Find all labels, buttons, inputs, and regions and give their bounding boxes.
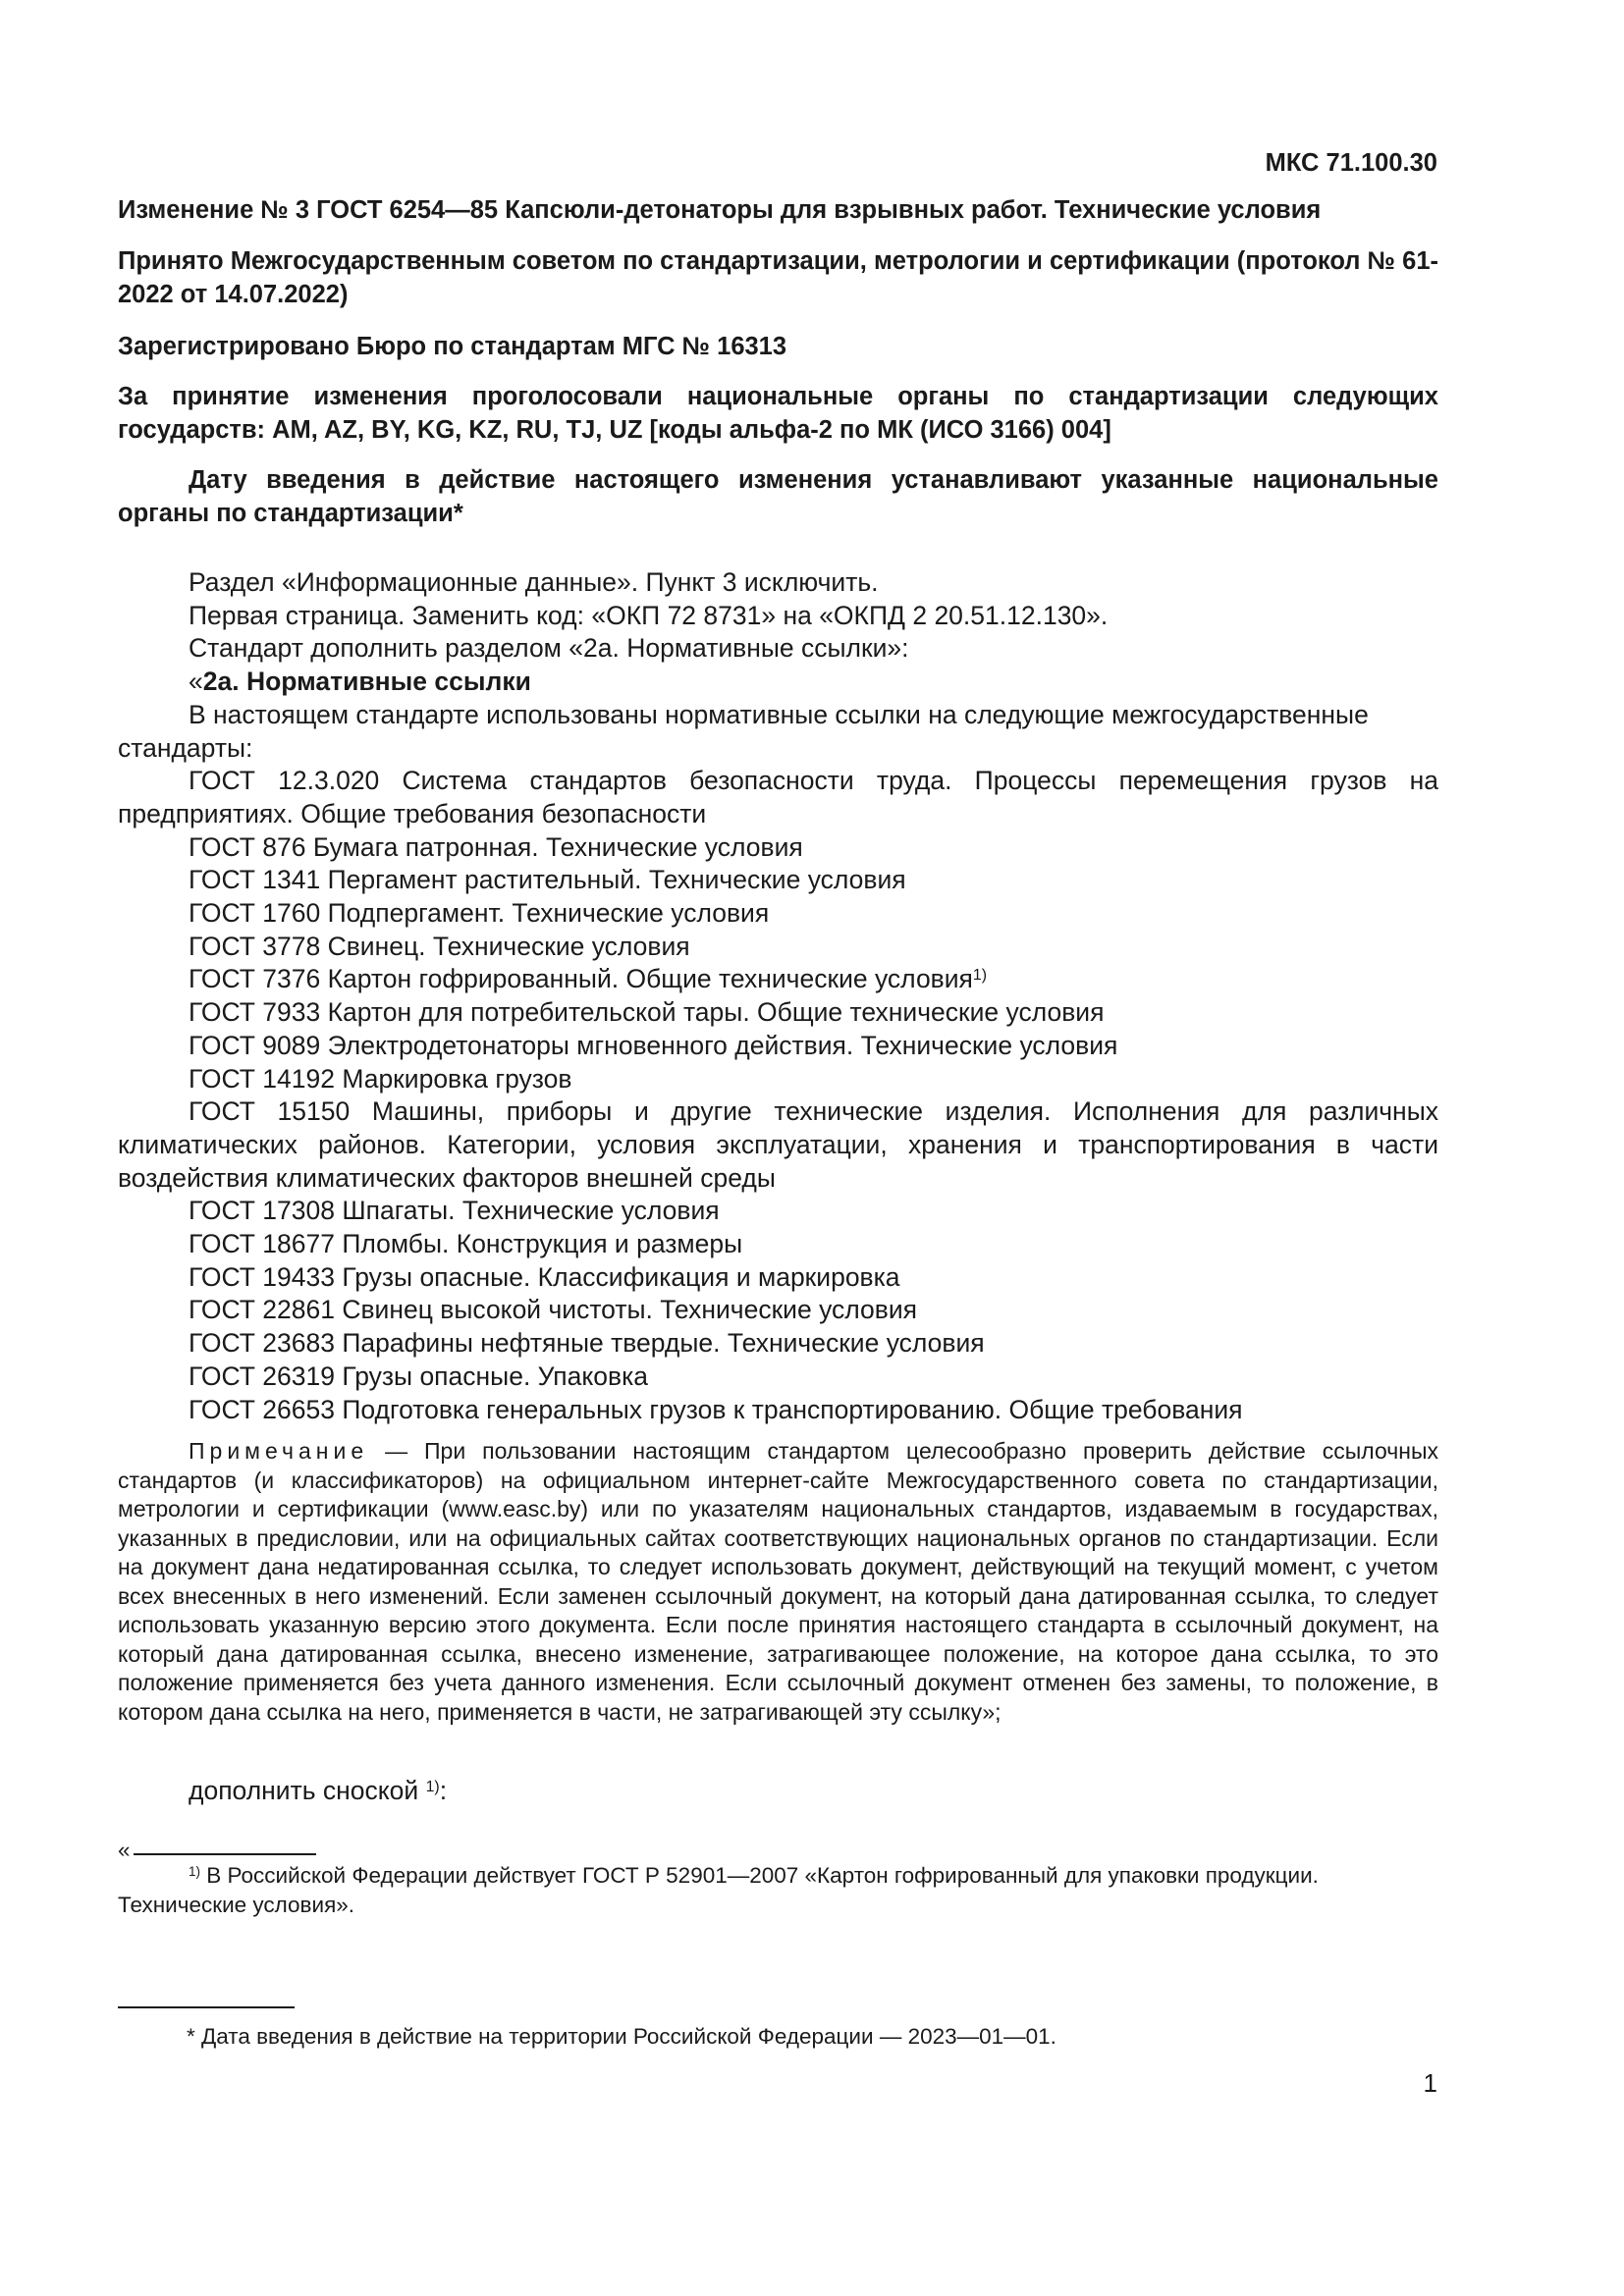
ref-item: ГОСТ 17308 Шпагаты. Технические условия: [189, 1196, 720, 1226]
ref-item: ГОСТ 18677 Пломбы. Конструкция и размеры: [189, 1229, 743, 1259]
ref-item: ГОСТ 7933 Картон для потребительской тары. Общие технические условия: [189, 997, 1105, 1028]
ref-item: ГОСТ 19433 Грузы опасные. Классификация и маркировка: [189, 1261, 900, 1292]
add-footnote-colon: :: [439, 1776, 448, 1805]
footnote-open-quote: «: [118, 1838, 131, 1862]
ref-item: ГОСТ 23683 Парафины нефтяные твердые. Технические условия: [189, 1328, 985, 1359]
ref-item: ГОСТ 1760 Подпергамент. Технические условия: [189, 898, 770, 929]
ref-item: ГОСТ 26319 Грузы опасные. Упаковка: [189, 1361, 649, 1391]
ref-item: ГОСТ 26653 Подготовка генеральных грузов к транспортированию. Общие требования: [189, 1394, 1243, 1424]
adopted-statement: Принято Межгосударственным советом по стандартизации, метрологии и сертификации (протокол № 61-2022 от 14.07.2022): [118, 247, 1438, 308]
mks-code: МКС 71.100.30: [1265, 149, 1437, 177]
footnote-sup: 1): [189, 1864, 201, 1879]
ref-item: ГОСТ 15150 Машины, приборы и другие технические изделия. Исполнения для различных климатических районов. Категории, условия эксплуатации, хранения и транспортирования в части воздействия климатических факторов внешней среды: [118, 1096, 1438, 1193]
refs-intro: В настоящем стандарте использованы нормативные ссылки на следующие межгосударственные стандарты:: [118, 699, 1369, 763]
body-line-info-data: Раздел «Информационные данные». Пункт 3 исключить.: [189, 567, 879, 597]
date-intro-statement: Дату введения в действие настоящего изменения устанавливают указанные национальные органы по стандартизации*: [118, 466, 1438, 527]
add-footnote-text: дополнить сноской: [189, 1776, 426, 1805]
amendment-title: Изменение № 3 ГОСТ 6254—85 Капсюли-детонаторы для взрывных работ. Технические условия: [118, 196, 1322, 224]
reference-note: [118, 1437, 1438, 1727]
note-text: — При пользовании настоящим стандартом целесообразно проверить действие ссылочных стандартов (и классификаторов) на официальном интернет-сайте Межгосударственного совета по стандартизации, метрологии и сертификации (www.easc.by) или по указателям национальных стандартов, издаваемым в государствах, указанных в предисловии, или на официальных сайтах соответствующих национальных органов по стандартизации. Если на документ дана недатированная ссылка, то следует использовать документ, действующий на текущий момент, с учетом всех внесенных в него изменений. Если заменен ссылочный документ, на который дана датированная ссылка, то следует использовать указанную версию этого документа. Если после принятия настоящего стандарта в ссылочный документ, на который дана датированная ссылка, внесено изменение, затрагивающее положение, на которое дана ссылка, то это положение применяется без учета данного изменения. Если ссылочный документ отменен без замены, то положение, в котором дана ссылка на него, применяется в части, не затрагивающей эту ссылку»;: [118, 1438, 1438, 1725]
ref-item-text: ГОСТ 7376 Картон гофрированный. Общие технические условия: [189, 964, 973, 994]
footnote-text: В Российской Федерации действует ГОСТ Р 52901—2007 «Картон гофрированный для упаковки продукции. Технические условия».: [118, 1863, 1319, 1917]
ref-item: ГОСТ 9089 Электродетонаторы мгновенного действия. Технические условия: [189, 1030, 1118, 1060]
effective-date-footnote: * Дата введения в действие на территории Российской Федерации — 2023—01—01.: [187, 2024, 1056, 2049]
page-number: 1: [1423, 2068, 1437, 2098]
section-heading: [118, 666, 1438, 699]
note-label: Примечание: [189, 1438, 369, 1464]
ref-item-7376: [118, 963, 1438, 996]
section-title: 2а. Нормативные ссылки: [202, 667, 531, 697]
footnote-body: [118, 1861, 1438, 1919]
section-open-quote: «: [189, 667, 203, 697]
footnote-divider: [134, 1853, 316, 1855]
ref-item: ГОСТ 12.3.020 Система стандартов безопасности труда. Процессы перемещения грузов на предприятиях. Общие требования безопасности: [118, 766, 1438, 828]
page-footnote-divider: [118, 2006, 295, 2008]
voted-statement: За принятие изменения проголосовали национальные органы по стандартизации следующих государств: AM, AZ, BY, KG, KZ, RU, TJ, UZ [коды альфа-2 по МК (ИСО 3166) 004]: [118, 383, 1438, 444]
body-line-add-section: Стандарт дополнить разделом «2а. Нормативные ссылки»:: [189, 633, 909, 664]
add-footnote-line: [118, 1775, 1438, 1808]
body-line-code-replace: Первая страница. Заменить код: «ОКП 72 8731» на «ОКПД 2 20.51.12.130».: [189, 600, 1109, 630]
add-footnote-marker: 1): [425, 1779, 440, 1795]
ref-item: ГОСТ 3778 Свинец. Технические условия: [189, 931, 690, 961]
footnote-marker: 1): [972, 967, 988, 985]
ref-item: ГОСТ 14192 Маркировка грузов: [189, 1063, 572, 1094]
amendment-body: [118, 566, 1438, 1426]
ref-item: ГОСТ 1341 Пергамент растительный. Технические условия: [189, 865, 906, 895]
ref-item: ГОСТ 22861 Свинец высокой чистоты. Технические условия: [189, 1295, 917, 1325]
ref-item: ГОСТ 876 Бумага патронная. Технические условия: [189, 831, 803, 862]
registered-statement: Зарегистрировано Бюро по стандартам МГС № 16313: [118, 333, 787, 360]
